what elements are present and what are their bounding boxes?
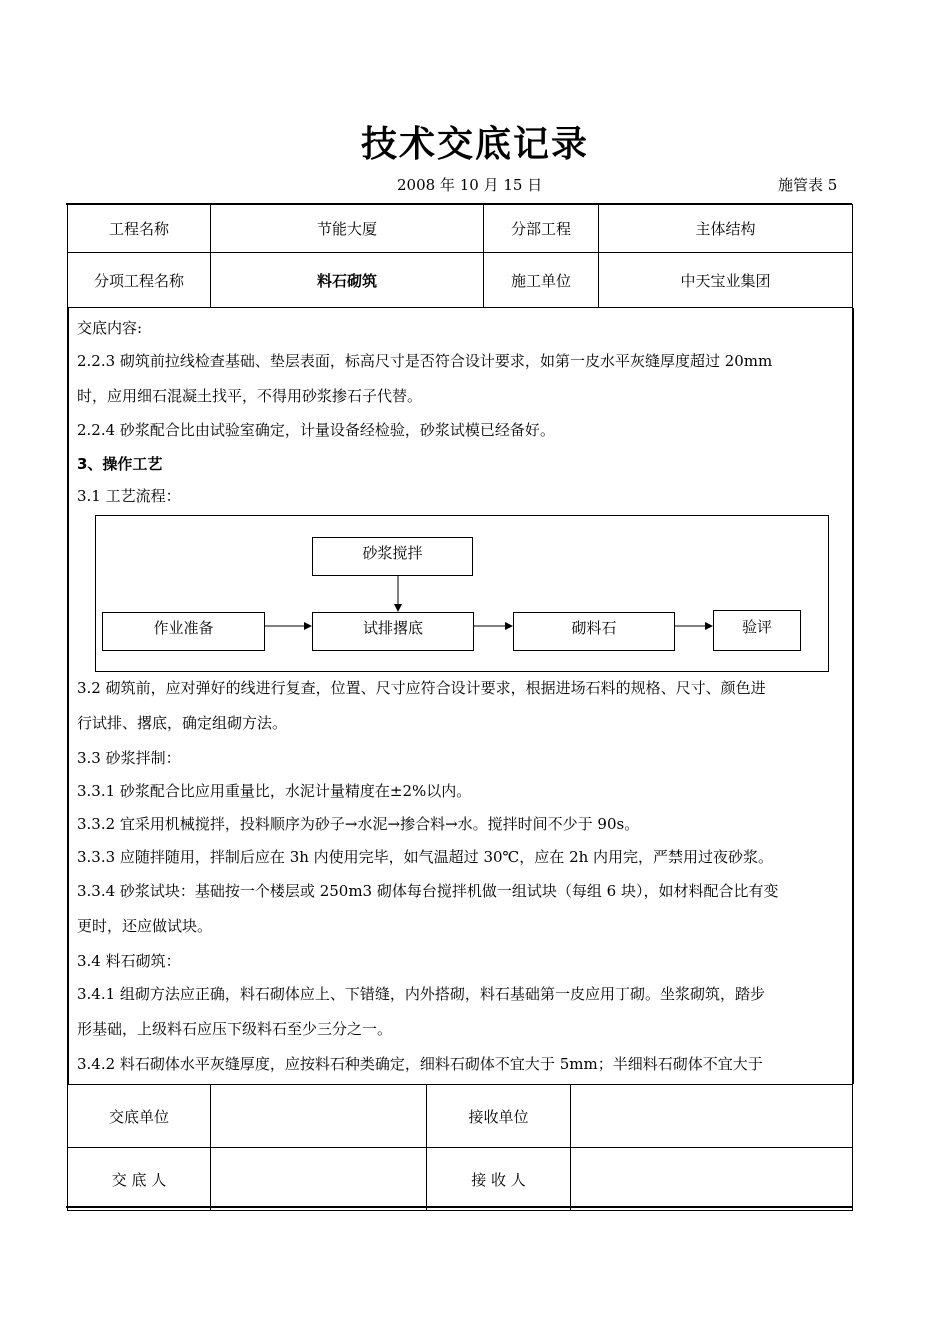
construction-unit-label: 施工单位: [484, 253, 599, 308]
receiver-label: 接 收 人: [427, 1148, 571, 1211]
paragraph-3-3-2: 3.3.2 宜采用机械搅拌，投料顺序为砂子→水泥→掺合料→水。搅拌时间不少于 90s。: [77, 815, 640, 833]
paragraph-2-2-3-cont: 时，应用细石混凝土找平，不得用砂浆掺石子代替。: [77, 387, 423, 405]
issuer-unit-label: 交底单位: [68, 1085, 211, 1148]
paragraph-3-3-4: 3.3.4 砂浆试块：基础按一个楼层或 250m3 砌体每台搅拌机做一组试块（每组 6 块），如材料配合比有变: [77, 882, 779, 900]
step-trial-layout: 试排撂底: [312, 612, 474, 651]
section-3-heading: 3、操作工艺: [77, 455, 163, 473]
receiver-field[interactable]: [571, 1148, 853, 1211]
issuer-label: 交 底 人: [68, 1148, 211, 1211]
paragraph-3-3-1: 3.3.1 砂浆配合比应用重量比，水泥计量精度在±2%以内。: [77, 782, 472, 800]
document-title: 技术交底记录: [360, 124, 589, 165]
paragraph-2-2-4: 2.2.4 砂浆配合比由试验室确定，计量设备经检验，砂浆试模已经备好。: [77, 421, 555, 439]
paragraph-2-2-3: 2.2.3 砌筑前拉线检查基础、垫层表面，标高尺寸是否符合设计要求，如第一皮水平灰缝厚度超过 20mm: [77, 352, 773, 370]
paragraph-3-4-1: 3.4.1 组砌方法应正确，料石砌体应上、下错缝，内外搭砌，料石基础第一皮应用丁砌。坐浆砌筑，踏步: [77, 985, 765, 1003]
process-flowchart: [95, 515, 829, 672]
content-intro: 交底内容:: [77, 319, 143, 337]
signature-table: [67, 1084, 853, 1211]
section-3-1-heading: 3.1 工艺流程：: [77, 487, 181, 505]
paragraph-3-3-4-cont: 更时，还应做试块。: [77, 917, 213, 935]
issuer-field[interactable]: [211, 1148, 427, 1211]
issuer-unit-field[interactable]: [211, 1085, 427, 1148]
step-lay-stone: 砌料石: [513, 612, 675, 651]
construction-unit-value: 中天宝业集团: [599, 253, 853, 308]
section-3-4-heading: 3.4 料石砌筑：: [77, 952, 181, 970]
project-name-label: 工程名称: [68, 205, 211, 253]
form-number: 施管表 5: [778, 176, 838, 194]
document-date: 2008 年 10 月 15 日: [397, 176, 543, 194]
table-bottom-border: [66, 1206, 852, 1208]
receiver-unit-field[interactable]: [571, 1085, 853, 1148]
project-name-value: 节能大厦: [211, 205, 484, 253]
paragraph-3-4-2: 3.4.2 料石砌体水平灰缝厚度，应按料石种类确定，细料石砌体不宜大于 5mm；半细料石砌体不宜大于: [77, 1055, 763, 1073]
sub-item-value: 料石砌筑: [211, 253, 484, 308]
paragraph-3-2-cont: 行试排、撂底，确定组砌方法。: [77, 714, 288, 732]
step-preparation: 作业准备: [102, 612, 265, 651]
paragraph-3-2: 3.2 砌筑前，应对弹好的线进行复查，位置、尺寸应符合设计要求，根据进场石料的规格、尺寸、颜色进: [77, 679, 766, 697]
info-table: [67, 204, 853, 308]
section-3-3-heading: 3.3 砂浆拌制：: [77, 749, 181, 767]
division-value: 主体结构: [599, 205, 853, 253]
paragraph-3-4-1-cont: 形基础，上级料石应压下级料石至少三分之一。: [77, 1020, 393, 1038]
receiver-unit-label: 接收单位: [427, 1085, 571, 1148]
disclosure-content: [67, 308, 854, 1084]
division-label: 分部工程: [484, 205, 599, 253]
paragraph-3-3-3: 3.3.3 应随拌随用，拌制后应在 3h 内使用完毕，如气温超过 30℃，应在 2h 内用完，严禁用过夜砂浆。: [77, 848, 774, 866]
sub-item-label: 分项工程名称: [68, 253, 211, 308]
step-mortar-mixing: 砂浆搅拌: [312, 537, 473, 576]
step-inspection: 验评: [713, 610, 801, 651]
